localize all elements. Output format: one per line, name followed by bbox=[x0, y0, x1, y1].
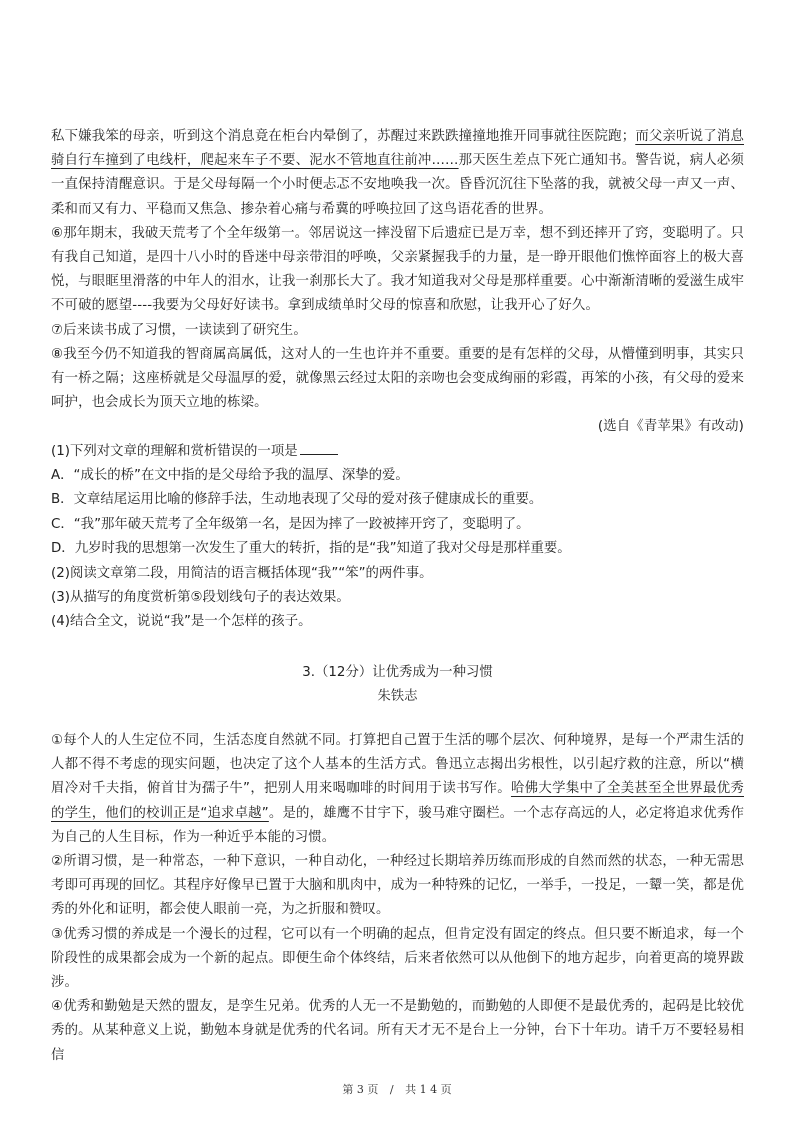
article-p1-text-continued: 。是的，雄鹰不甘宇下，骏马难守圈栏。一个志存高远的人，必定将追求优秀作为自己的人生目标，作为一种近乎本能的习惯。 bbox=[51, 805, 744, 845]
option-c: C．“我”那年破天荒考了全年级第一名，是因为摔了一跤被摔开窍了，变聪明了。 bbox=[51, 516, 530, 532]
question-2: (2)阅读文章第二段，用简洁的语言概括体现“我”“笨”的两件事。 bbox=[51, 565, 433, 581]
page-number-separator: / bbox=[389, 1083, 394, 1096]
question-1 bbox=[51, 440, 744, 464]
story-source: (选自《青苹果》有改动) bbox=[597, 419, 744, 435]
story-p5-text: 私下嫌我笨的母亲，听到这个消息竟在柜台内晕倒了，苏醒过来跌跌撞撞地推开同事就往医院跑； bbox=[51, 129, 636, 144]
page-number-total: 共 1 4 页 bbox=[405, 1083, 452, 1096]
article-author: 朱铁志 bbox=[377, 688, 418, 704]
answer-blank[interactable] bbox=[300, 444, 338, 455]
article-title: 3.（12分）让优秀成为一种习惯 bbox=[302, 664, 493, 680]
option-d: D．九岁时我的思想第一次发生了重大的转折，指的是“我”知道了我对父母是那样重要。 bbox=[51, 541, 571, 557]
page-footer bbox=[0, 1081, 794, 1097]
question-3: (3)从描写的角度赏析第⑤段划线句子的表达效果。 bbox=[51, 590, 350, 606]
article-p1-text: ①每个人的人生定位不同，生活态度自然就不同。打算把自己置于生活的哪个层次、何种境界，是每一个严肃生活的人都不得不考虑的现实问题，也决定了这个人基本的生活方式。鲁迅立志揭出劣根性，以引起疗救的注意，所以“横眉冷对千夫指，俯首甘为孺子牛”，把别人用来喝咖啡的时间用于读书写作。 bbox=[51, 732, 744, 797]
article-paragraph-2: ②所谓习惯，是一种常态，一种下意识，一种自动化，一种经过长期培养历练而形成的自然而然的状态，一种无需思考即可再现的回忆。其程序好像早已置于大脑和肌肉中，成为一种特殊的记忆，一举手，一投足，一颦一笑，都是优秀的外化和证明，都会使人眼前一亮，为之折服和赞叹。 bbox=[51, 853, 744, 918]
story-p5-text-continued: 那天医生差点下死亡通知书。警告说，病人必须一直保持清醒意识。于是父母每隔一个小时便忐忑不安地唤我一次。昏昏沉沉往下坠落的我，就被父母一声又一声、柔和而又有力、平稳而又焦急、掺杂着心痛与希冀的呼唤拉回了这鸟语花香的世界。 bbox=[51, 153, 744, 217]
option-a: A．“成长的桥”在文中指的是父母给予我的温厚、深挚的爱。 bbox=[51, 468, 409, 484]
page-content bbox=[51, 125, 744, 1068]
article-paragraph-4: ④优秀和勤勉是天然的盟友，是孪生兄弟。优秀的人无一不是勤勉的，而勤勉的人即便不是最优秀的，起码是比较优秀的。从某种意义上说，勤勉本身就是优秀的代名词。所有天才无不是台上一分钟，台下十年功。请千万不要轻易相信 bbox=[51, 999, 744, 1063]
story-paragraph-6: ⑥那年期末，我破天荒考了个全年级第一。邻居说这一摔没留下后遗症已是万幸，想不到还摔开了窍，变聪明了。只有我自己知道，是四十八小时的昏迷中母亲带泪的呼唤，父亲紧握我手的力量，是一睁开眼他们憔悴面容上的极大喜悦，与眼眶里滑落的中年人的泪水，让我一刹那长大了。我才知道我对父母是那样重要。心中渐渐清晰的爱滋生成牢不可破的愿望----我要为父母好好读书。拿到成绩单时父母的惊喜和欣慰，让我开心了好久。 bbox=[51, 225, 744, 314]
story-p5-underlined-sentence: 而父亲听说了消息骑自行车撞到了电线杆，爬起来车子不要、泥水不管地直往前冲…… bbox=[51, 129, 744, 169]
article-paragraph-1 bbox=[51, 729, 744, 850]
option-b: B．文章结尾运用比喻的修辞手法，生动地表现了父母的爱对孩子健康成长的重要。 bbox=[51, 492, 543, 508]
question-1-text: (1)下列对文章的理解和赏析错误的一项是 bbox=[51, 443, 298, 459]
story-paragraph-8: ⑧我至今仍不知道我的智商属高属低，这对人的一生也许并不重要。重要的是有怎样的父母，从懵懂到明事，其实只有一桥之隔；这座桥就是父母温厚的爱，就像黑云经过太阳的亲吻也会变成绚丽的彩霞，再笨的小孩，有父母的爱来呵护，也会成长为顶天立地的栋梁。 bbox=[51, 346, 744, 411]
question-4: (4)结合全文，说说“我”是一个怎样的孩子。 bbox=[51, 614, 312, 630]
article-p1-underlined-sentence: 哈佛大学集中了全美甚至全世界最优秀的学生，他们的校训正是“追求卓越” bbox=[51, 781, 744, 821]
story-paragraph-7: ⑦后来读书成了习惯，一读读到了研究生。 bbox=[51, 322, 307, 338]
page-number-current: 第 3 页 bbox=[342, 1083, 379, 1096]
story-paragraph-5 bbox=[51, 125, 744, 222]
article-paragraph-3: ③优秀习惯的养成是一个漫长的过程，它可以有一个明确的起点，但肯定没有固定的终点。但只要不断追求，每一个阶段性的成果都会成为一个新的起点。即便生命个体终结，后来者依然可以从他倒下的地方起步，向着更高的境界跋涉。 bbox=[51, 926, 744, 990]
question-list bbox=[51, 440, 744, 635]
